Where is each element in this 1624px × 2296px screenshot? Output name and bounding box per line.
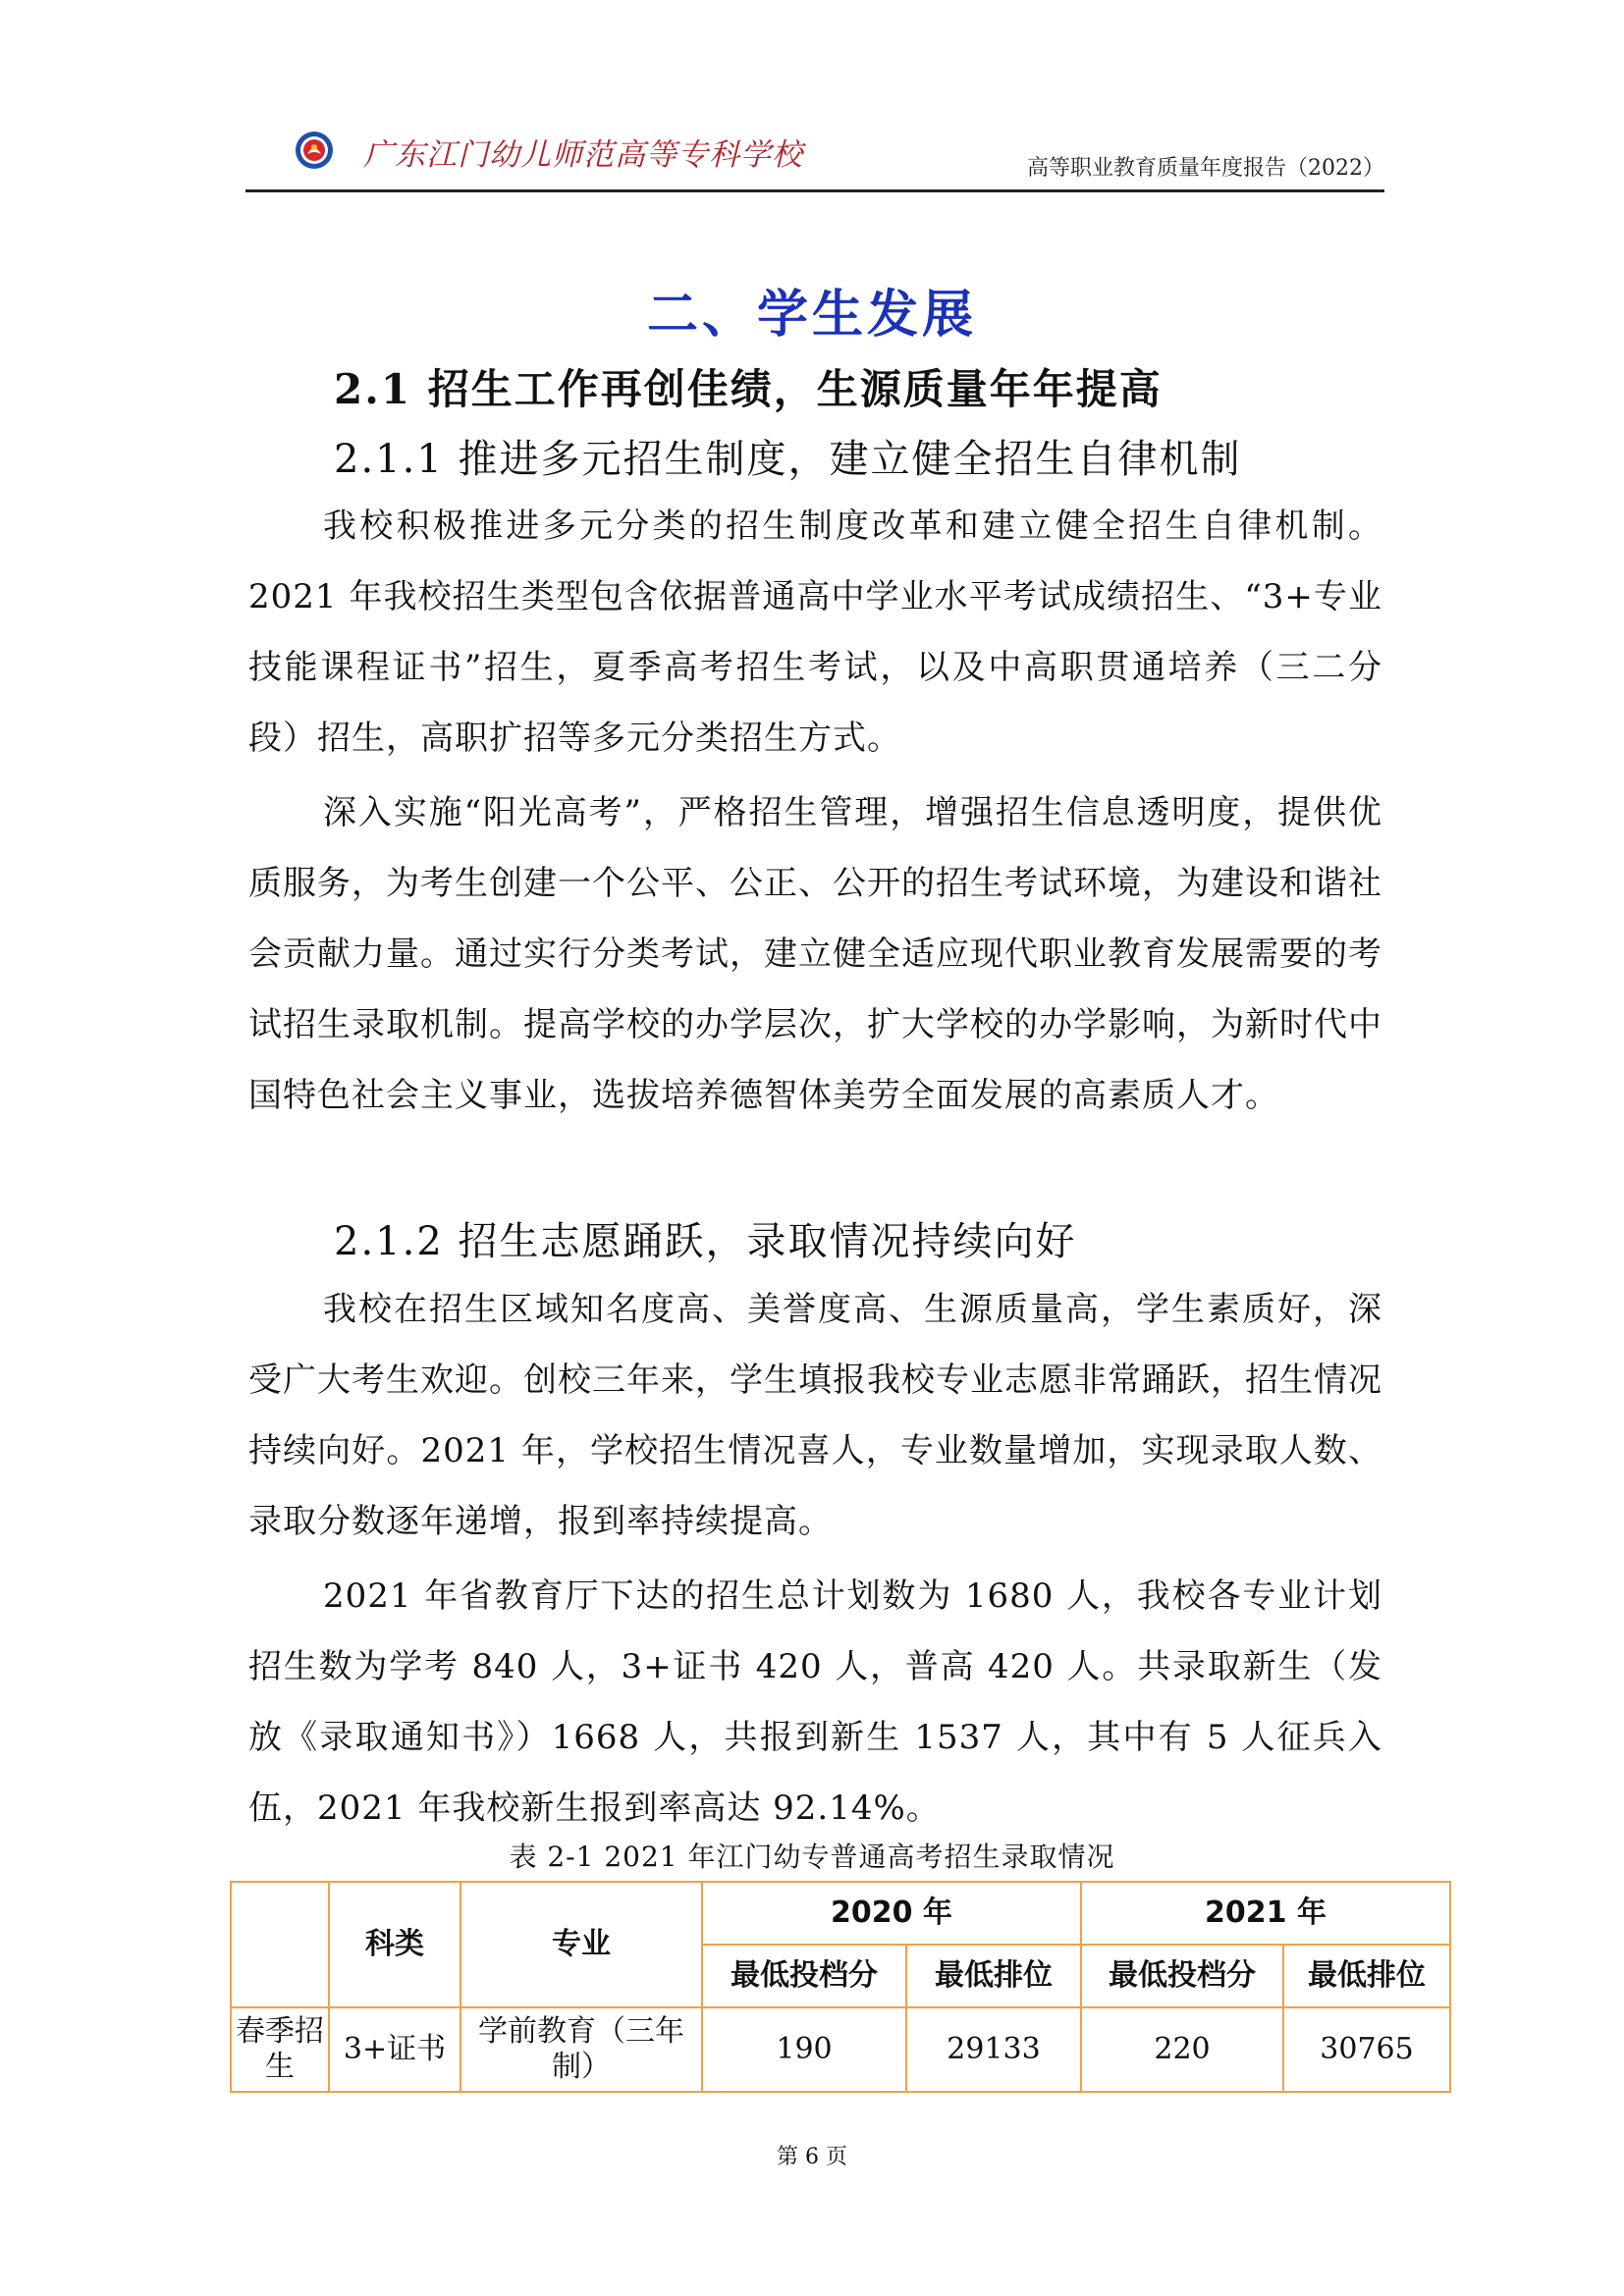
header-min-rank-2021: 最低排位 [1283,1945,1450,2007]
header-year-2021: 2021 年 [1081,1882,1450,1945]
header-min-score-2020: 最低投档分 [702,1945,906,2007]
cell-score-2021: 220 [1081,2007,1283,2092]
cell-major: 学前教育（三年制） [460,2007,702,2092]
section-heading-2-1-1: 2.1.1 推进多元招生制度，建立健全招生自律机制 [334,437,1242,482]
section-heading-2-1-2: 2.1.2 招生志愿踊跃，录取情况持续向好 [334,1219,1077,1264]
paragraph-3: 我校在招生区域知名度高、美誉度高、生源质量高，学生素质好，深受广大考生欢迎。创校三年来，学生填报我校专业志愿非常踊跃，招生情况持续向好。2021 年，学校招生情况喜人，专业数量增加，实现录取人数、录取分数逐年递增，报到率持续提高。 [248,1290,1382,1541]
cell-score-2020: 190 [702,2007,906,2092]
header-min-score-2021: 最低投档分 [1081,1945,1283,2007]
report-title: 高等职业教育质量年度报告（2022） [1027,156,1384,181]
paragraph-1: 我校积极推进多元分类的招生制度改革和建立健全招生自律机制。2021 年我校招生类型包含依据普通高中学业水平考试成绩招生、“3+专业技能课程证书”招生，夏季高考招生考试，以及中高职贯通培养（三二分段）招生，高职扩招等多元分类招生方式。 [248,507,1382,758]
table-caption: 表 2-1 2021 年江门幼专普通高考招生录取情况 [509,1841,1115,1873]
admission-table [230,1881,1451,2093]
table-header-row [231,1882,1450,1945]
cell-rank-2020: 29133 [906,2007,1081,2092]
header-divider [245,189,1384,192]
table-row [231,2007,1450,2092]
chapter-title: 二、学生发展 [646,286,977,345]
section-heading-2-1: 2.1 招生工作再创佳绩，生源质量年年提高 [334,365,1163,413]
cell-category: 3+证书 [329,2007,460,2092]
paragraph-2: 深入实施“阳光高考”，严格招生管理，增强招生信息透明度，提供优质服务，为考生创建一个公平、公正、公开的招生考试环境，为建设和谐社会贡献力量。通过实行分类考试，建立健全适应现代职业教育发展需要的考试招生录取机制。提高学校的办学层次，扩大学校的办学影响，为新时代中国特色社会主义事业，选拔培养德智体美劳全面发展的高素质人才。 [248,793,1382,1115]
page-number: 第 6 页 [777,2145,847,2169]
table-corner-cell [231,1882,329,2007]
cell-group: 春季招生 [231,2007,329,2092]
header-min-rank-2020: 最低排位 [906,1945,1081,2007]
cell-rank-2021: 30765 [1283,2007,1450,2092]
header-year-2020: 2020 年 [702,1882,1081,1945]
header-major: 专业 [460,1882,702,2007]
page-header [245,116,1384,194]
paragraph-4: 2021 年省教育厅下达的招生总计划数为 1680 人，我校各专业计划招生数为学考 840 人，3+证书 420 人，普高 420 人。共录取新生（发放《录取通知书》）1668 人，共报到新生 1537 人，其中有 5 人征兵入伍，2021 年我校新生报到率高达 92.14%。 [248,1576,1382,1828]
school-emblem-icon [295,131,334,170]
school-name: 广东江门幼儿师范高等专科学校 [363,137,803,173]
header-category: 科类 [329,1882,460,2007]
